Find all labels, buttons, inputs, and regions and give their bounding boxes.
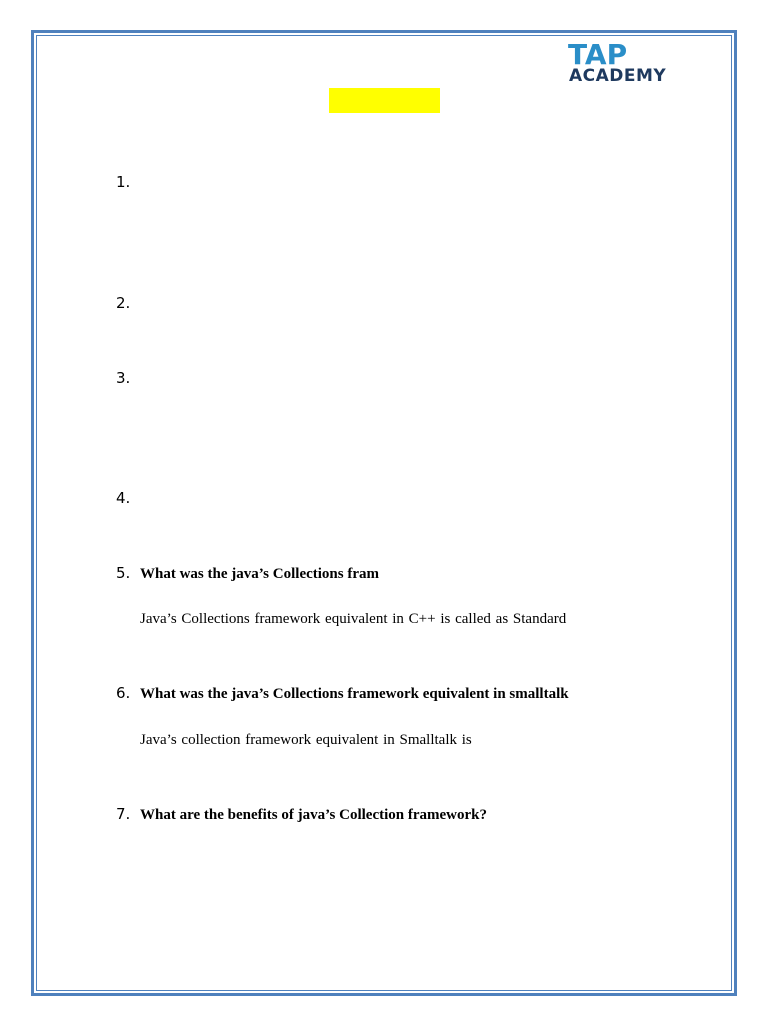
question-6: What was the java’s Collections framework equivalent in smalltalk (140, 686, 569, 702)
question-7: What are the benefits of java’s Collection framework? (140, 807, 488, 823)
answer-6: Java’s collection framework equivalent in Smalltalk is (140, 732, 472, 748)
item-number-7: 7. (116, 805, 131, 823)
item-number-4: 4. (116, 489, 131, 507)
item-number-6: 6. (116, 684, 131, 702)
answer-5: Java’s Collections framework equivalent in C++ is called as Standard (140, 611, 567, 627)
item-number-2: 2. (116, 294, 131, 312)
item-number-1: 1. (116, 173, 131, 191)
question-5: What was the java’s Collections fram (140, 566, 379, 582)
page-border-inner (36, 35, 732, 991)
title-highlight (329, 88, 440, 113)
item-number-5: 5. (116, 564, 131, 582)
tap-academy-logo (566, 40, 678, 88)
logo-text-academy: ACADEMY (569, 66, 667, 86)
logo-text-tap: TAP (568, 38, 628, 71)
item-number-3: 3. (116, 369, 131, 387)
